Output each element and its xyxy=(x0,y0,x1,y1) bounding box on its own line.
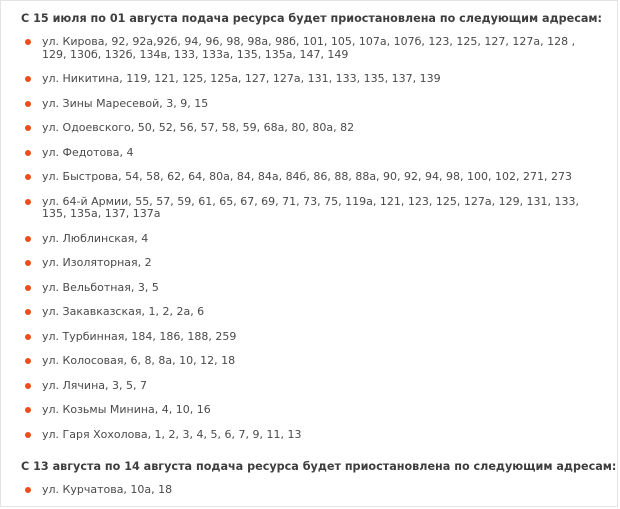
address-list-item xyxy=(21,233,611,246)
address-text: ул. Закавказская, 1, 2, 2а, 6 xyxy=(42,305,205,318)
address-list-item xyxy=(21,196,611,221)
address-list-item xyxy=(21,306,611,319)
bullet-icon xyxy=(25,334,31,340)
address-list-item xyxy=(21,147,611,160)
bullet-icon xyxy=(25,383,31,389)
bullet-icon xyxy=(25,358,31,364)
address-list-item xyxy=(21,331,611,344)
address-list-item xyxy=(21,404,611,417)
address-list-item xyxy=(21,73,611,86)
bullet-icon xyxy=(25,487,31,493)
bullet-icon xyxy=(25,101,31,107)
bullet-icon xyxy=(25,407,31,413)
bullet-icon xyxy=(25,150,31,156)
address-text: ул. Гаря Хохолова, 1, 2, 3, 4, 5, 6, 7, 9, 11, 13 xyxy=(42,427,302,441)
address-text: ул. Вельботная, 3, 5 xyxy=(42,280,159,294)
bullet-icon xyxy=(25,309,31,315)
bullet-icon xyxy=(25,39,31,45)
address-text: ул. Изоляторная, 2 xyxy=(42,256,152,269)
address-list-item xyxy=(21,355,611,368)
address-list-item xyxy=(21,171,611,184)
bullet-icon xyxy=(25,199,31,205)
address-text: ул. Колосовая, 6, 8, 8а, 10, 12, 18 xyxy=(42,354,236,367)
bullet-icon xyxy=(25,76,31,82)
outage-notice xyxy=(21,12,617,509)
address-text: ул. 64-й Армии, 55, 57, 59, 61, 65, 67, 69, 71, 73, 75, 119а, 121, 123, 125, 127а, 129, 131, 133, 135, 135а, 137, 137а xyxy=(42,194,580,220)
address-list-item xyxy=(21,98,611,111)
address-text: ул. Никитина, 119, 121, 125, 125а, 127, 127а, 131, 133, 135, 137, 139 xyxy=(42,72,441,85)
address-list xyxy=(21,484,611,497)
section-heading: С 13 августа по 14 августа подача ресурса будет приостановлена по следующим адресам: xyxy=(21,460,617,473)
address-text: ул. Лячина, 3, 5, 7 xyxy=(42,378,147,392)
bullet-icon xyxy=(25,260,31,266)
address-text: ул. Курчатова, 10а, 18 xyxy=(42,483,173,496)
bullet-icon xyxy=(25,285,31,291)
address-list-item xyxy=(21,380,611,393)
address-text: ул. Одоевского, 50, 52, 56, 57, 58, 59, 68а, 80, 80а, 82 xyxy=(42,121,355,134)
address-list-item xyxy=(21,429,611,442)
address-list-item xyxy=(21,257,611,270)
address-text: ул. Козьмы Минина, 4, 10, 16 xyxy=(42,403,211,416)
address-text: ул. Кирова, 92, 92а,92б, 94, 96, 98, 98а, 98б, 101, 105, 107а, 107б, 123, 125, 127, 127а, 128 , 129, 130б, 132б, 134в, 133, 133а, 135, 135а, 147, 149 xyxy=(42,35,576,61)
address-list-item xyxy=(21,36,611,61)
bullet-icon xyxy=(25,432,31,438)
bullet-icon xyxy=(25,236,31,242)
address-list xyxy=(21,36,611,441)
address-text: ул. Быстрова, 54, 58, 62, 64, 80а, 84, 84а, 84б, 86, 88, 88а, 90, 92, 94, 98, 100, 102, 271, 273 xyxy=(42,170,572,183)
address-text: ул. Зины Маресевой, 3, 9, 15 xyxy=(42,96,209,110)
bullet-icon xyxy=(25,125,31,131)
address-list-item xyxy=(21,282,611,295)
address-list-item xyxy=(21,484,611,497)
address-text: ул. Турбинная, 184, 186, 188, 259 xyxy=(42,329,237,343)
address-text: ул. Люблинская, 4 xyxy=(42,231,149,245)
bullet-icon xyxy=(25,174,31,180)
section-heading: С 15 июля по 01 августа подача ресурса будет приостановлена по следующим адресам: xyxy=(21,12,603,25)
address-text: ул. Федотова, 4 xyxy=(42,145,134,159)
address-list-item xyxy=(21,122,611,135)
